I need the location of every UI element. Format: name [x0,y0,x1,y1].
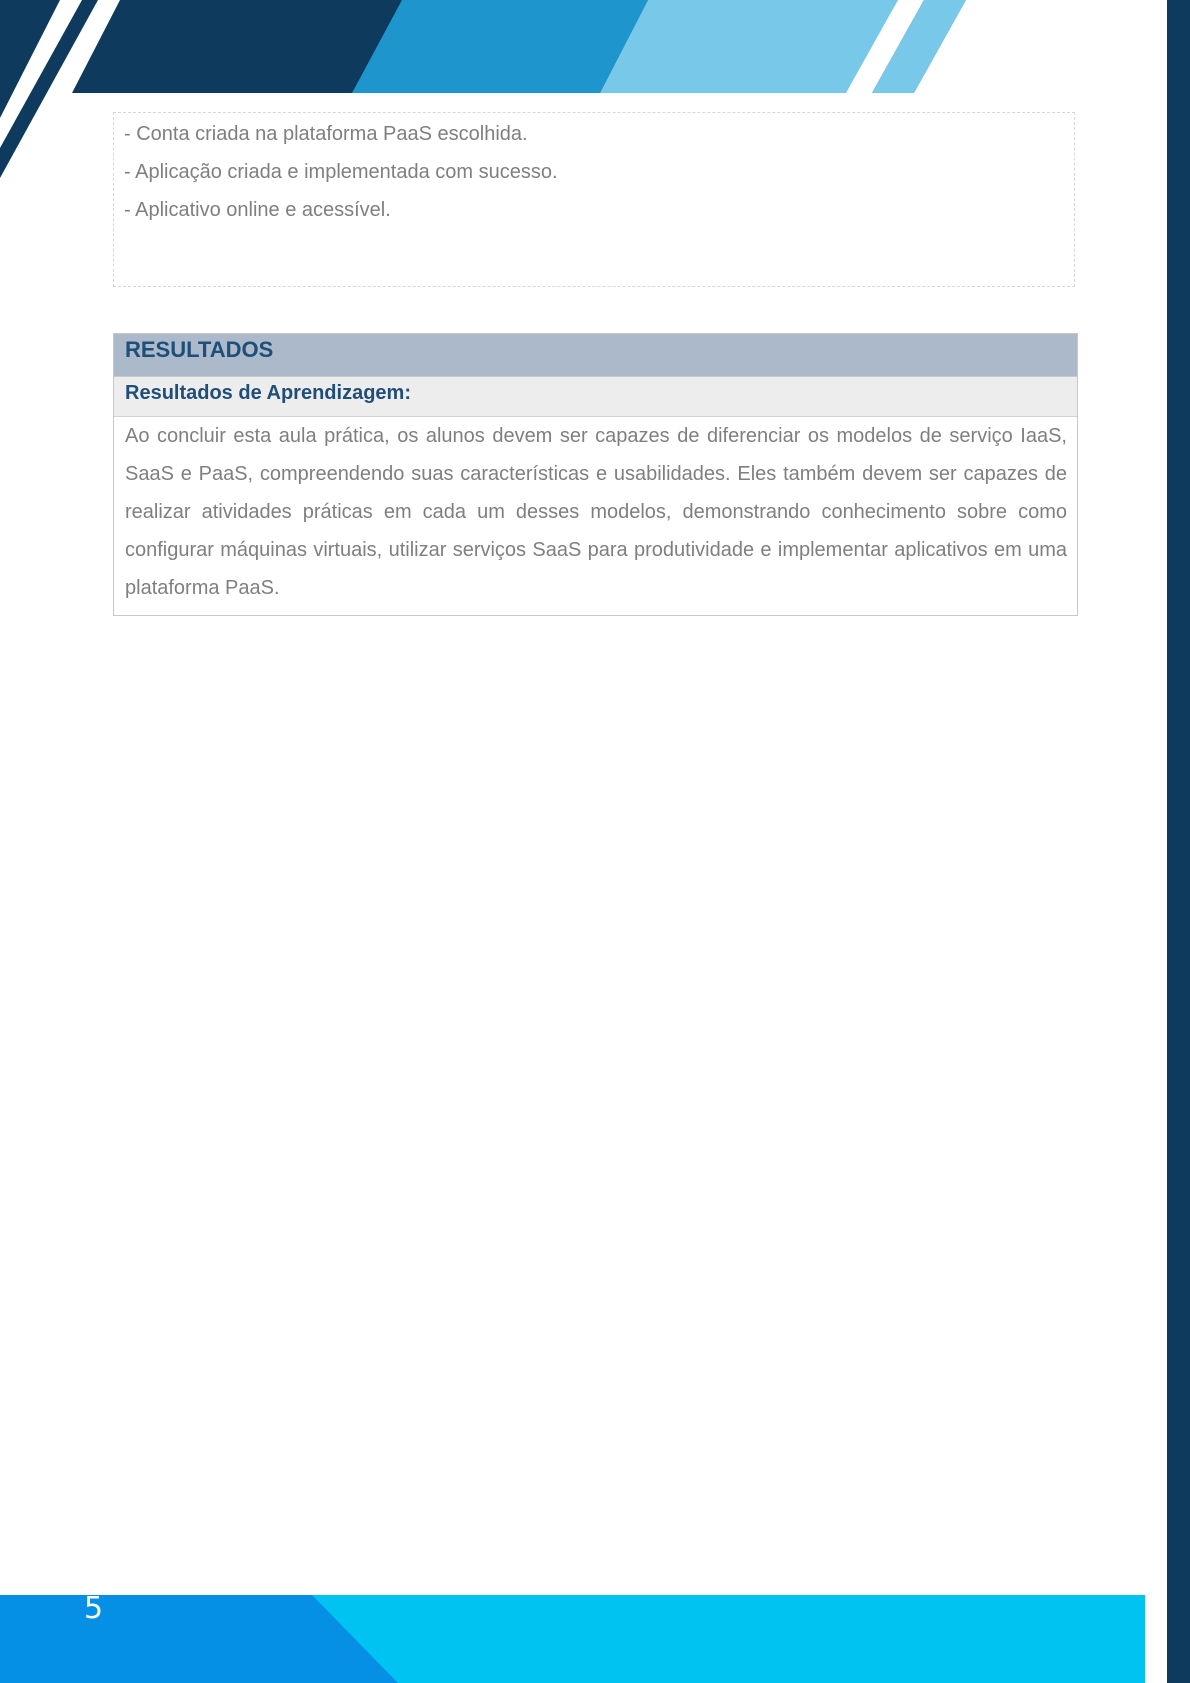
right-edge-bar [1167,0,1190,1683]
learning-outcomes-text: Ao concluir esta aula prática, os alunos devem ser capazes de diferenciar os modelos de serviço IaaS, SaaS e PaaS, compreendendo suas características e usabilidades. Eles também devem ser capazes de realizar atividades práticas em cada um desses modelos, demonstrando conhecimento sobre como configurar máquinas virtuais, utilizar serviços SaaS para produtividade e implementar aplicativos em uma plataforma PaaS. [125,425,1067,599]
header-mid-blue-band [352,0,648,93]
footer-decoration [0,1595,1145,1683]
prerequisite-line: - Conta criada na plataforma PaaS escolhida. [124,123,528,145]
results-table [113,333,1078,616]
header-light-blue-band [600,0,898,93]
learning-outcomes-subheading: Resultados de Aprendizagem: [114,377,1077,417]
prerequisites-text-box [113,112,1075,287]
results-heading: RESULTADOS [114,334,1077,377]
prerequisite-line: - Aplicação criada e implementada com sucesso. [124,161,558,183]
prerequisite-line: - Aplicativo online e acessível. [124,199,391,221]
page-number: 5 [84,1591,104,1626]
